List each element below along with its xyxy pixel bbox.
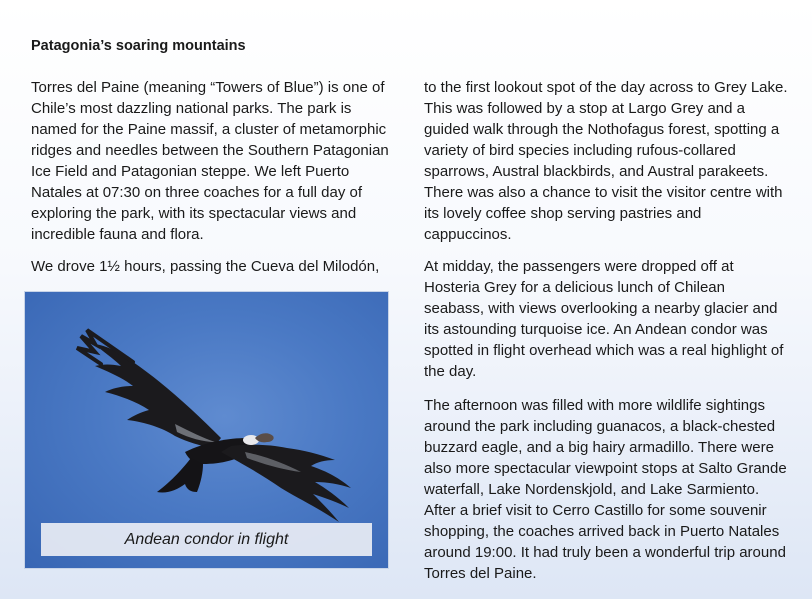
paragraph-drive: We drove 1½ hours, passing the Cueva del Milodón,	[31, 258, 380, 275]
paragraph-grey-lake: to the first lookout spot of the day across to Grey Lake. This was followed by a stop at Largo Grey and a guided walk through the Nothofagus forest, spotting a variety of bird species including rufous-collared sparrows, Austral blackbirds, and Austral parakeets. There was also a chance to visit the visitor centre with its lovely coffee shop serving pastries and cappuccinos.	[424, 79, 788, 243]
condor-ruff	[243, 435, 259, 445]
article-title: Patagonia’s soaring mountains	[31, 38, 246, 54]
condor-right-wing	[221, 445, 351, 522]
condor-photo	[24, 291, 389, 569]
paragraph-intro: Torres del Paine (meaning “Towers of Blue”) is one of Chile’s most dazzling national parks. The park is named for the Paine massif, a cluster of metamorphic ridges and needles between the Southern Patagonian Ice Field and Patagonian steppe. We left Puerto Natales at 07:30 on three coaches for a full day of exploring the park, with its spectacular views and incredible fauna and flora.	[31, 79, 389, 243]
condor-tail	[157, 458, 203, 493]
paragraph-midday: At midday, the passengers were dropped off at Hosteria Grey for a delicious lunch of Chilean seabass, with views overlooking a nearby glacier and its astounding turquoise ice. An Andean condor was spotted in flight overhead which was a real highlight of the day.	[424, 258, 784, 380]
condor-left-wing	[95, 344, 221, 448]
photo-caption: Andean condor in flight	[124, 530, 289, 548]
paragraph-afternoon: The afternoon was filled with more wildlife sightings around the park including guanacos, a black-chested buzzard eagle, and a big hairy armadillo. There were also more spectacular viewpoint stops at Salto Grande waterfall, Lake Nordenskjold, and Lake Sarmiento. After a brief visit to Cerro Castillo for some souvenir shopping, the coaches arrived back in Puerto Natales around 19:00. It had truly been a wonderful trip around Torres del Paine.	[424, 397, 787, 582]
caption-box	[41, 523, 372, 556]
